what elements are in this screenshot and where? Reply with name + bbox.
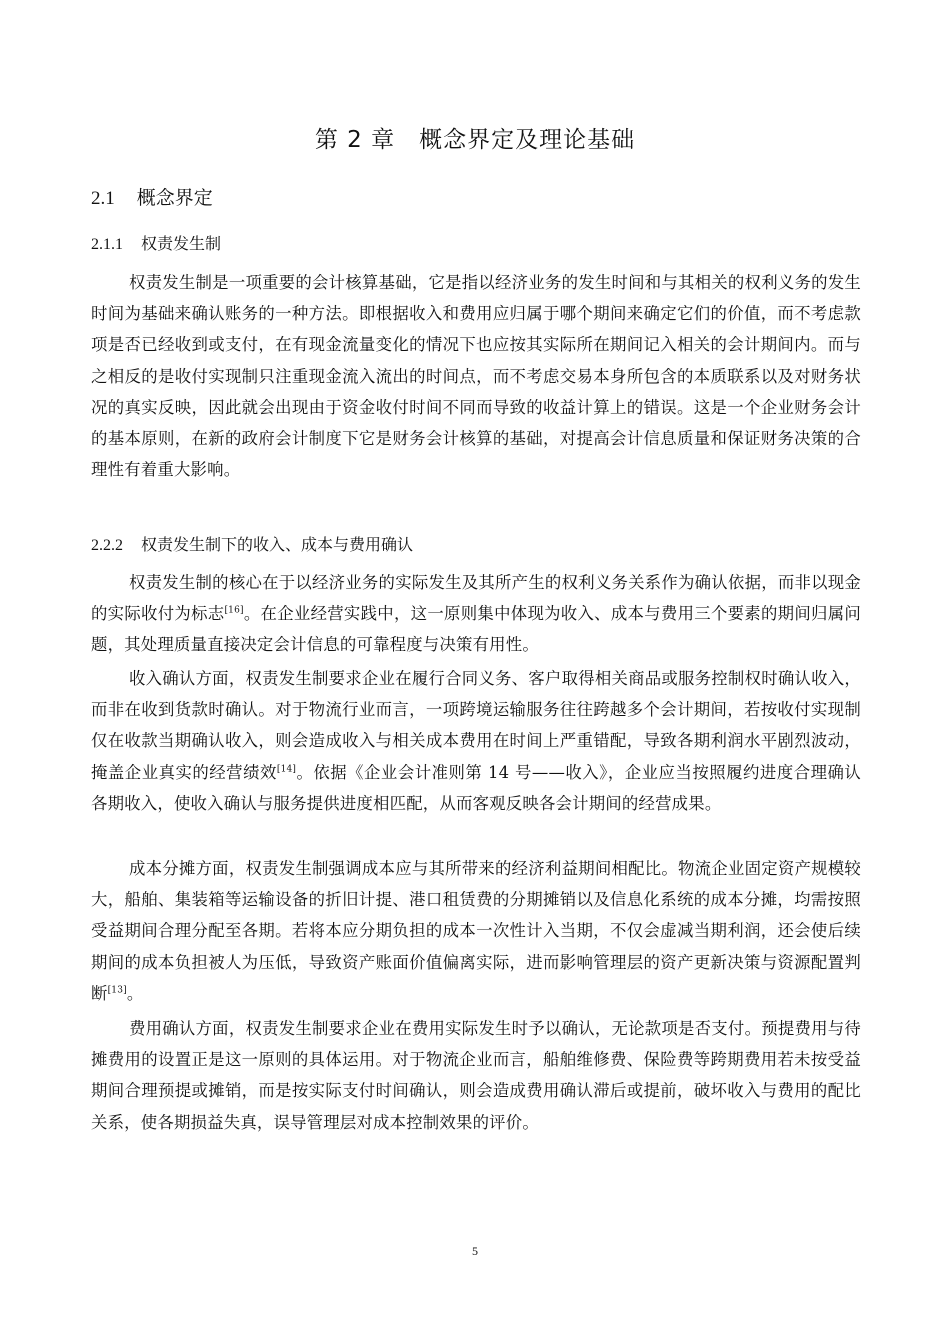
section-heading [91, 183, 213, 214]
subsection-heading-2 [91, 532, 413, 559]
subsection-number-2: 2.2.2 [91, 537, 123, 554]
page-number: 5 [472, 1244, 478, 1258]
subsection-title-1: 权责发生制 [141, 234, 222, 253]
section-title: 概念界定 [136, 187, 213, 209]
citation-reference: [14] [276, 764, 297, 775]
paragraph-text: 。 [126, 983, 144, 1003]
section-number: 2.1 [91, 188, 115, 209]
chapter-title: 第 2 章 概念界定及理论基础 [314, 127, 636, 153]
paragraph-cost-allocation [91, 853, 861, 1009]
subsection-title-2: 权责发生制下的收入、成本与费用确认 [141, 535, 414, 554]
paragraph-accrual-definition: 权责发生制是一项重要的会计核算基础，它是指以经济业务的发生时间和与其相关的权利义务的发生时间为基础来确认账务的一种方法。即根据收入和费用应归属于哪个期间来确定它们的价值，而不考虑款项是否已经收到或支付，在有现金流量变化的情况下也应按其实际所在期间记入相关的会计期间内。而与之相反的是收付实现制只注重现金流入流出的时间点，而不考虑交易本身所包含的本质联系以及对财务状况的真实反映，因此就会出现由于资金收付时间不同而导致的收益计算上的错误。这是一个企业财务会计的基本原则，在新的政府会计制度下它是财务会计核算的基础，对提高会计信息质量和保证财务决策的合理性有着重大影响。 [91, 273, 861, 480]
citation-reference: [16] [224, 605, 244, 616]
paragraph-text: 收入确认方面，权责发生制要求企业在履行合同义务、客户取得相关商品或服务控制权时确认收入，而非在收到货款时确认。对于物流行业而言，一项跨境运输服务往往跨越多个会计期间，若按收付实现制仅在收款当期确认收入，则会造成收入与相关成本费用在时间上严重错配，导致各期利润水平剧烈波动，掩盖企业真实的经营绩效 [91, 669, 861, 782]
subsection-number-1: 2.1.1 [91, 236, 123, 253]
paragraph-expense-recognition: 费用确认方面，权责发生制要求企业在费用实际发生时予以确认，无论款项是否支付。预提费用与待摊费用的设置正是这一原则的具体运用。对于物流企业而言，船舶维修费、保险费等跨期费用若未按受益期间合理预提或摊销，而是按实际支付时间确认，则会造成费用确认滞后或提前，破坏收入与费用的配比关系，使各期损益失真，误导管理层对成本控制效果的评价。 [91, 1019, 861, 1132]
paragraph-text: 。在企业经营实践中，这一原则集中体现为收入、成本与费用三个要素的期间归属问题，其处理质量直接决定会计信息的可靠程度与决策有用性。 [91, 604, 861, 655]
paragraph-text: 成本分摊方面，权责发生制强调成本应与其所带来的经济利益期间相配比。物流企业固定资产规模较大，船舶、集装箱等运输设备的折旧计提、港口租赁费的分期摊销以及信息化系统的成本分摊，均需按照受益期间合理分配至各期。若将本应分期负担的成本一次性计入当期，不仅会虚减当期利润，还会使后续期间的成本负担被人为压低，导致资产账面价值偏离实际，进而影响管理层的资产更新决策与资源配置判断 [91, 859, 861, 1003]
paragraph-text: 。依据《企业会计准则第 14 号——收入》，企业应当按照履约进度合理确认各期收入，使收入确认与服务提供进度相匹配，从而客观反映各会计期间的经营成果。 [91, 762, 861, 813]
citation-reference: [13] [107, 985, 127, 996]
paragraph-text: 权责发生制的核心在于以经济业务的实际发生及其所产生的权利义务关系作为确认依据，而非以现金的实际收付为标志 [91, 573, 861, 624]
paragraph-revenue-recognition [91, 663, 861, 819]
paragraph-accrual-core [91, 567, 861, 661]
subsection-heading-1 [91, 231, 221, 258]
